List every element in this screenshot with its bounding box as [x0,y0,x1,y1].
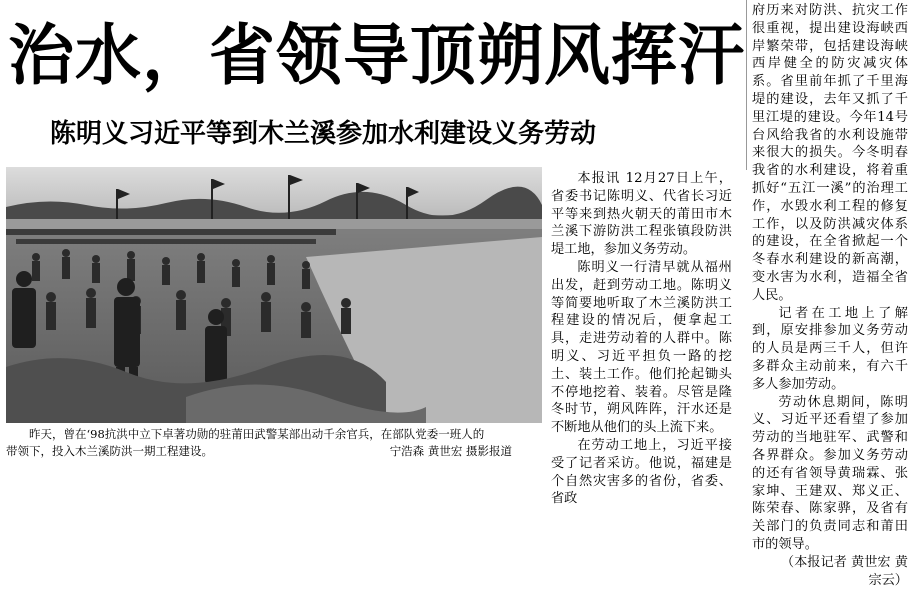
subheadline: 陈明义习近平等到木兰溪参加水利建设义务劳动 [50,119,597,149]
work-site-photo [6,167,542,423]
byline: （本报记者 黄世宏 黄宗云） [780,554,908,588]
paragraph: 记者在工地上了解到，原安排参加义务劳动的人员是两三千人，但许多群众主动前来，有六千多人参加劳动。 [752,305,908,392]
article-column-right [752,2,908,588]
caption-line-2: 带领下，投入木兰溪防洪一期工程建设。 [6,444,213,458]
photo-illustration [6,167,542,423]
caption-line-1: 昨天，曾在‘98抗洪中立下卓著功勋的驻莆田武警某部出动千余官兵，在部队党委一班人的 [29,427,485,441]
photo-caption [6,426,542,462]
paragraph: 陈明义一行清早就从福州出发，赶到劳动工地。陈明义等简要地听取了木兰溪防洪工程建设的情况后，便拿起工具，走进劳动着的人群中。陈明义、习近平担负一路的挖土、装土工作。他们抡起锄头不停地挖着、装着。尽管是隆冬时节，朔风阵阵，汗水还是不断地从他们的头上流下来。 [551,259,732,436]
headline: 治水，省领导顶朔风挥汗 [8,17,745,94]
paragraph: 劳动休息期间，陈明义、习近平还看望了参加劳动的当地驻军、武警和各界群众。参加义务劳动的还有省领导黄瑞霖、张家坤、王建双、郑义正、陈荣春、陈家骅，及省有关部门的负责同志和莆田市的领导。 [752,394,908,552]
article-column-middle [551,170,732,507]
photo-credit: 宁浩森 黄世宏 摄影报道 [389,444,512,458]
paragraph: 在劳动工地上，习近平接受了记者采访。他说，福建是个自然灾害多的省份，省委、省政 [551,437,732,507]
column-divider [746,0,747,170]
paragraph: 本报讯 12月27日上午，省委书记陈明义、代省长习近平等来到热火朝天的莆田市木兰溪下游防洪工程张镇段防洪堤工地，参加义务劳动。 [551,171,732,258]
caption-line-2-row [6,443,542,460]
paragraph: 府历来对防洪、抗灾工作很重视，提出建设海峡西岸繁荣带，包括建设海峡西岸健全的防灾减灾体系。省里前年抓了千里海堤的建设，去年又抓了千里江堤的建设。今年14号台风给我省的水利设施带来很大的损失。今冬明春我省的水利建设，将着重抓好“五江一溪”的治理工作，水毁水利工程的修复工作，以及防洪减灾体系的建设，在全省掀起一个冬春水利建设的新高潮，变水害为水利，造福全省人民。 [752,3,908,303]
